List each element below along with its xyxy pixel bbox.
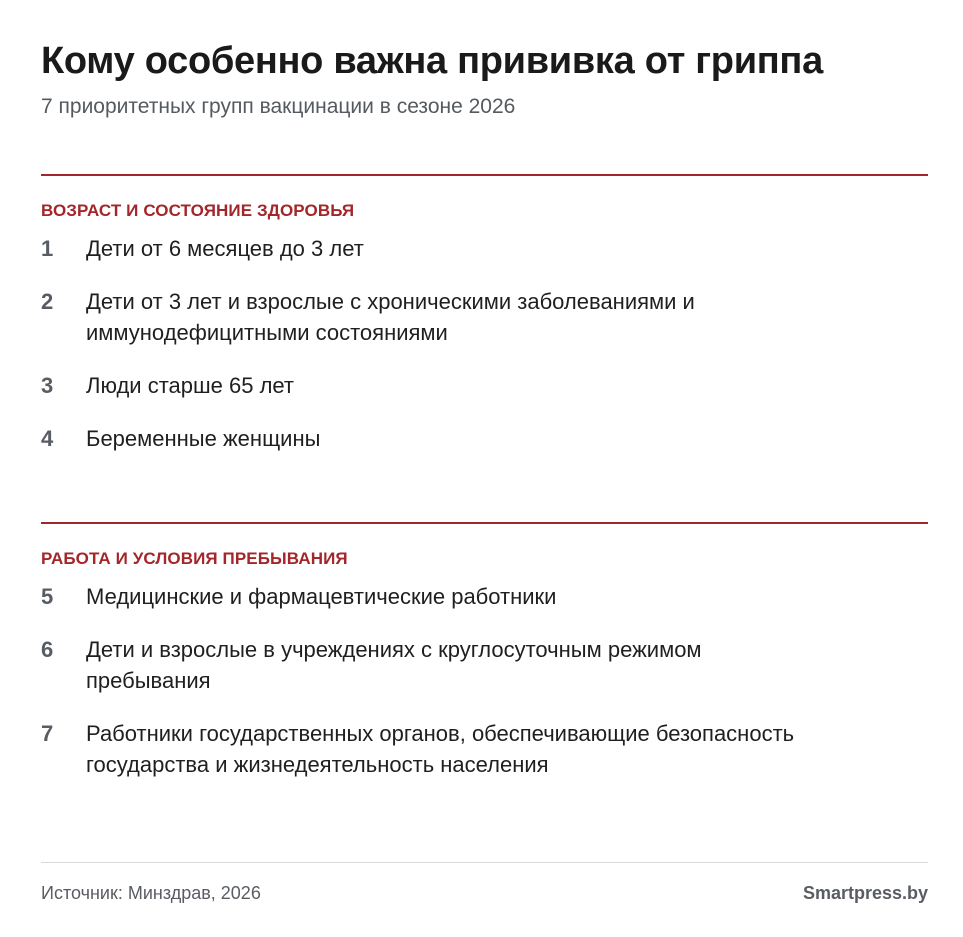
list-item <box>41 718 831 780</box>
section-divider <box>41 174 928 176</box>
page-title: Кому особенно важна прививка от гриппа <box>41 40 823 82</box>
list-item <box>41 634 831 696</box>
list-item <box>41 233 928 264</box>
item-number: 2 <box>41 289 54 314</box>
item-number: 3 <box>41 373 54 398</box>
item-number: 7 <box>41 721 54 746</box>
item-number: 1 <box>41 236 54 261</box>
section-heading: РАБОТА И УСЛОВИЯ ПРЕБЫВАНИЯ <box>41 549 348 568</box>
item-text: Работники государственных органов, обеспечивающие безопасность государства и жизнедеятельность населения <box>86 721 795 777</box>
page-subtitle: 7 приоритетных групп вакцинации в сезоне 2026 <box>41 95 516 118</box>
section-work <box>41 522 928 780</box>
footer-divider <box>41 862 928 863</box>
group-list <box>41 233 928 454</box>
section-health <box>41 174 928 454</box>
group-list <box>41 581 928 780</box>
brand-logo-text: Smartpress.by <box>802 883 928 903</box>
list-item <box>41 423 928 454</box>
item-text: Люди старше 65 лет <box>86 373 294 398</box>
item-text: Дети и взрослые в учреждениях с круглосуточным режимом пребывания <box>86 637 702 693</box>
section-divider <box>41 522 928 524</box>
section-heading: ВОЗРАСТ И СОСТОЯНИЕ ЗДОРОВЬЯ <box>41 201 355 220</box>
list-item <box>41 370 928 401</box>
source-note: Источник: Минздрав, 2026 <box>41 883 261 903</box>
list-item <box>41 581 928 612</box>
item-number: 5 <box>41 584 54 609</box>
item-text: Дети от 6 месяцев до 3 лет <box>86 236 364 261</box>
item-text: Медицинские и фармацевтические работники <box>86 584 557 609</box>
item-text: Дети от 3 лет и взрослые с хроническими заболеваниями и иммунодефицитными состояниями <box>86 289 695 345</box>
item-number: 6 <box>41 637 54 662</box>
item-text: Беременные женщины <box>86 426 321 451</box>
list-item <box>41 286 831 348</box>
item-number: 4 <box>41 426 54 451</box>
